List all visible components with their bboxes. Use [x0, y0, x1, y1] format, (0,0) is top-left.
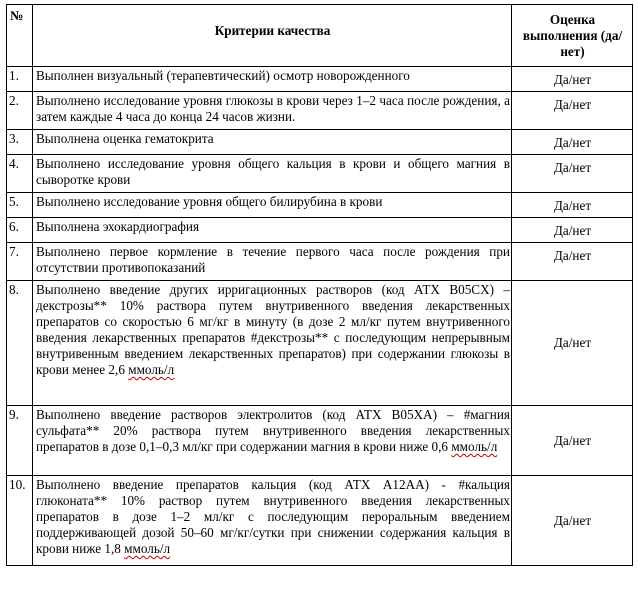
- assessment-cell: Да/нет: [512, 406, 633, 476]
- criterion-text: Выполнен визуальный (терапевтический) осмотр новорожденного: [33, 67, 512, 92]
- table-row: [7, 92, 633, 130]
- row-number: 10.: [7, 476, 33, 566]
- table-row: [7, 193, 633, 218]
- table-row: [7, 67, 633, 92]
- criterion-text: Выполнена эхокардиография: [33, 218, 512, 243]
- criterion-text: Выполнена оценка гематокрита: [33, 130, 512, 155]
- row-number: 9.: [7, 406, 33, 476]
- spellcheck-underline: ммоль/л: [124, 541, 171, 556]
- criterion-text: Выполнено исследование уровня глюкозы в крови через 1–2 часа после рождения, а затем каждые 4 часа до конца 24 часов жизни.: [33, 92, 512, 130]
- table-row: [7, 130, 633, 155]
- assessment-cell: Да/нет: [512, 218, 633, 243]
- header-criteria: Критерии качества: [33, 5, 512, 67]
- assessment-cell: Да/нет: [512, 243, 633, 281]
- row-number: 2.: [7, 92, 33, 130]
- assessment-cell: Да/нет: [512, 92, 633, 130]
- assessment-cell: Да/нет: [512, 193, 633, 218]
- assessment-cell: Да/нет: [512, 67, 633, 92]
- spellcheck-underline: ммоль/л: [128, 362, 175, 377]
- criterion-text: Выполнено исследование уровня общего билирубина в крови: [33, 193, 512, 218]
- row-number: 5.: [7, 193, 33, 218]
- row-number: 8.: [7, 281, 33, 406]
- criterion-text: Выполнено первое кормление в течение первого часа после рождения при отсутствии противопоказаний: [33, 243, 512, 281]
- header-assessment: Оценка выполнения (да/нет): [512, 5, 633, 67]
- table-row: [7, 243, 633, 281]
- row-number: 4.: [7, 155, 33, 193]
- row-number: 1.: [7, 67, 33, 92]
- quality-criteria-document: [6, 4, 633, 566]
- criterion-text: Выполнено введение препаратов кальция (код АТХ A12AA) - #кальция глюконата** 10% раствор путем внутривенного введения лекарственных препаратов в дозе 1–2 мл/кг с последующим пероральным введением поддерживающей дозой 50–60 мг/кг/сутки при снижении содержания кальция в крови ниже 1,8 ммоль/л: [33, 476, 512, 566]
- quality-criteria-table: [6, 4, 633, 566]
- row-number: 7.: [7, 243, 33, 281]
- criterion-text: Выполнено введение других ирригационных растворов (код АТХ B05CX) – декстрозы** 10% раствора путем внутривенного введения лекарственных препаратов со скоростью 6 мг/кг в минуту (в дозе 2 мл/кг путем внутривенного введения лекарственных препаратов #декстрозы** с последующим непрерывным внутривенным введением лекарственных препаратов) при содержании глюкозы в крови менее 2,6 ммоль/л: [33, 281, 512, 406]
- table-row: [7, 406, 633, 476]
- criterion-text: Выполнено исследование уровня общего кальция в крови и общего магния в сыворотке крови: [33, 155, 512, 193]
- table-row: [7, 476, 633, 566]
- row-number: 6.: [7, 218, 33, 243]
- assessment-cell: Да/нет: [512, 155, 633, 193]
- header-number: №: [7, 5, 33, 67]
- table-row: [7, 281, 633, 406]
- row-number: 3.: [7, 130, 33, 155]
- table-header-row: [7, 5, 633, 67]
- table-row: [7, 155, 633, 193]
- assessment-cell: Да/нет: [512, 281, 633, 406]
- assessment-cell: Да/нет: [512, 130, 633, 155]
- table-row: [7, 218, 633, 243]
- assessment-cell: Да/нет: [512, 476, 633, 566]
- criterion-text: Выполнено введение растворов электролитов (код АТХ B05XA) – #магния сульфата** 20% раствора путем внутривенного введения лекарственных препаратов в дозе 0,1–0,3 мл/кг при содержании магния в крови ниже 0,6 ммоль/л: [33, 406, 512, 476]
- spellcheck-underline: ммоль/л: [451, 439, 498, 454]
